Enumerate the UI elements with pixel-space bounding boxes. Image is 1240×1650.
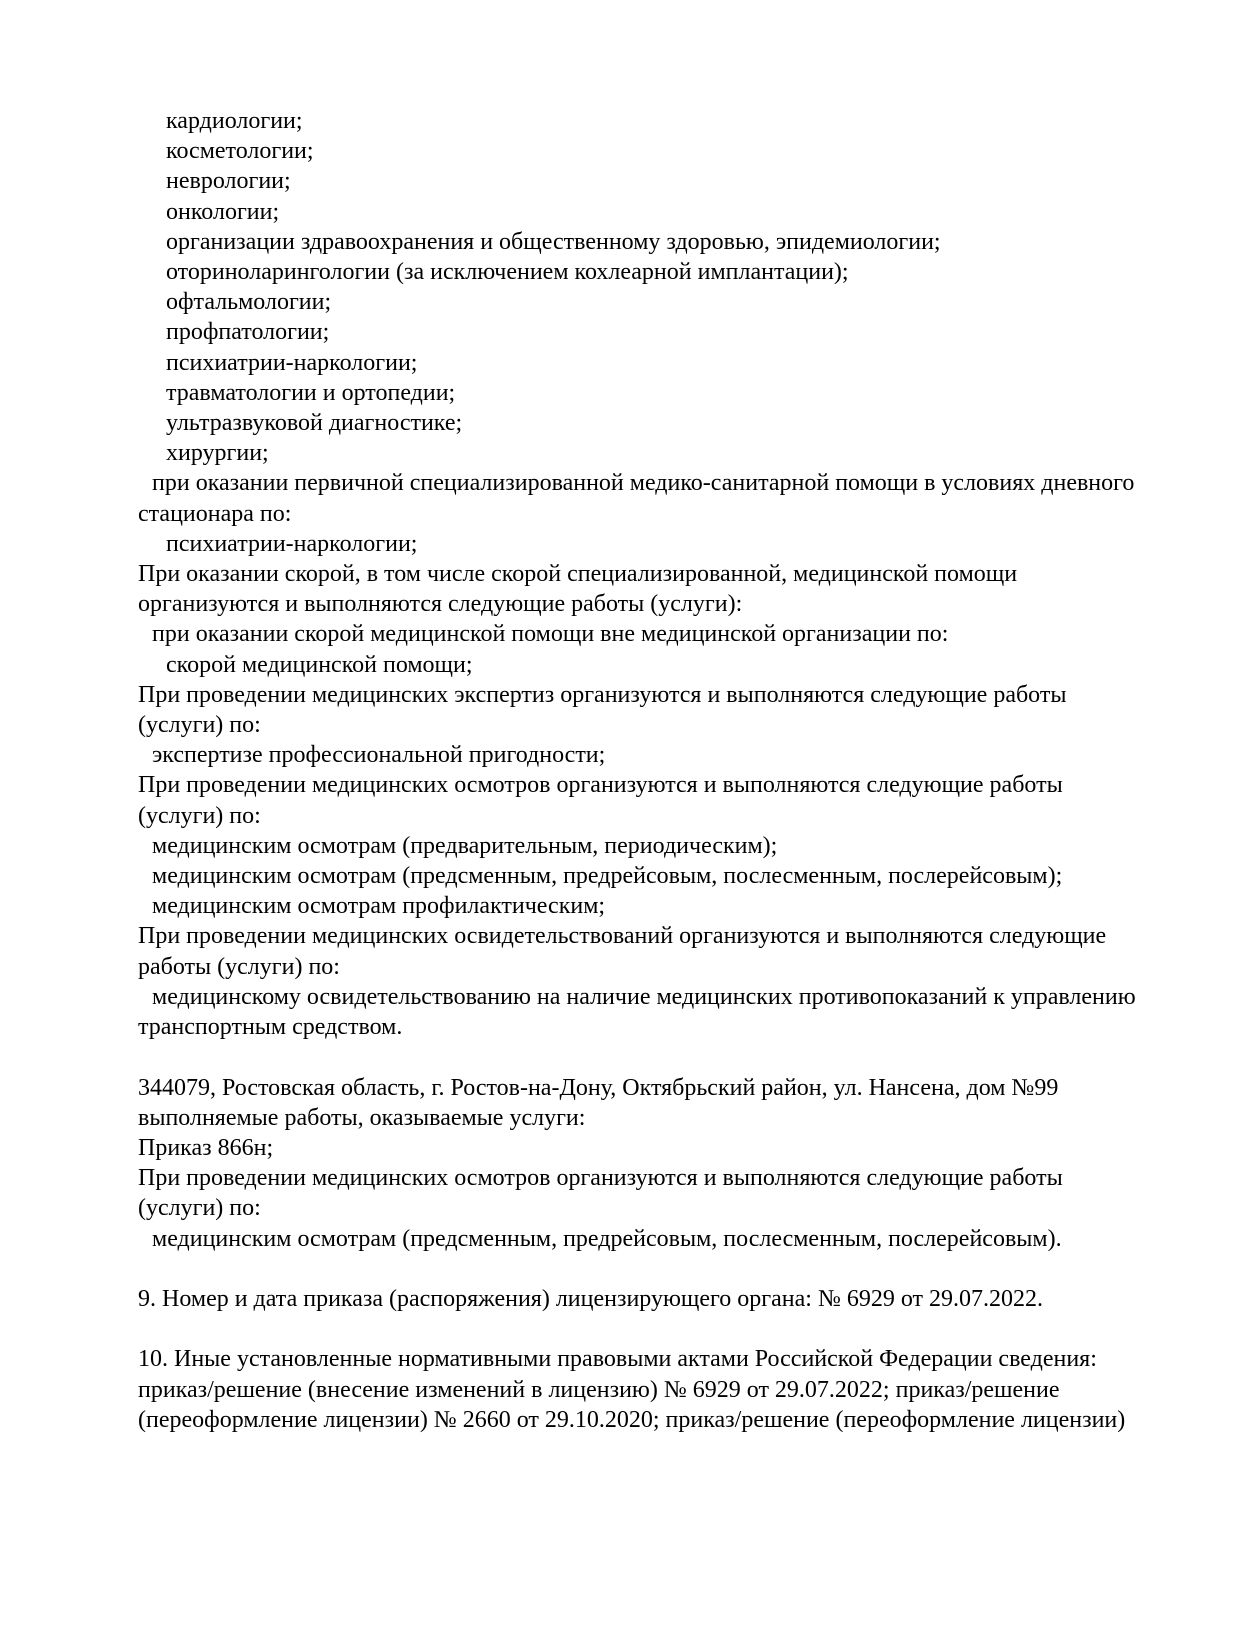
text-line: (переоформление лицензии) № 2660 от 29.10.2020; приказ/решение (переоформление лицензии)	[138, 1406, 1126, 1433]
text-line: медицинским осмотрам (предсменным, предрейсовым, послесменным, послерейсовым).	[152, 1225, 1062, 1252]
text-line: при оказании первичной специализированной медико-санитарной помощи в условиях дневного	[152, 470, 1135, 497]
text-line: оториноларингологии (за исключением кохлеарной имплантации);	[166, 259, 849, 286]
text-line: (услуги) по:	[138, 1195, 261, 1222]
text-line: медицинскому освидетельствованию на наличие медицинских противопоказаний к управлению	[152, 983, 1136, 1010]
text-line: при оказании скорой медицинской помощи вне медицинской организации по:	[152, 621, 949, 648]
text-line: стационара по:	[138, 500, 292, 527]
text-line: экспертизе профессиональной пригодности;	[152, 742, 606, 769]
text-line: При проведении медицинских экспертиз организуются и выполняются следующие работы	[138, 681, 1067, 708]
text-line: онкологии;	[166, 198, 280, 225]
text-line: Приказ 866н;	[138, 1134, 274, 1161]
text-line: ультразвуковой диагностике;	[166, 410, 463, 437]
text-line: неврологии;	[166, 168, 291, 195]
text-line: работы (услуги) по:	[138, 953, 340, 980]
text-line: 9. Номер и дата приказа (распоряжения) лицензирующего органа: № 6929 от 29.07.2022.	[138, 1285, 1044, 1312]
text-line: организуются и выполняются следующие работы (услуги):	[138, 591, 743, 618]
blank-line	[138, 1254, 1128, 1284]
text-line: медицинским осмотрам (предсменным, предрейсовым, послесменным, послерейсовым);	[152, 863, 1063, 890]
blank-line	[138, 1042, 1128, 1072]
text-line: организации здравоохранения и общественному здоровью, эпидемиологии;	[166, 228, 941, 255]
text-line: При проведении медицинских освидетельствований организуются и выполняются следующие	[138, 923, 1107, 950]
text-line: хирургии;	[166, 440, 269, 467]
text-line: При проведении медицинских осмотров организуются и выполняются следующие работы	[138, 1165, 1063, 1192]
text-line: медицинским осмотрам (предварительным, периодическим);	[152, 832, 778, 859]
text-line: медицинским осмотрам профилактическим;	[152, 893, 606, 920]
text-line: 10. Иные установленные нормативными правовыми актами Российской Федерации сведения:	[138, 1346, 1097, 1373]
text-line: травматологии и ортопедии;	[166, 379, 456, 406]
text-line: психиатрии-наркологии;	[166, 349, 418, 376]
text-line: (услуги) по:	[138, 712, 261, 739]
text-line: выполняемые работы, оказываемые услуги:	[138, 1104, 586, 1131]
blank-line	[138, 1314, 1128, 1344]
text-line: профпатологии;	[166, 319, 330, 346]
text-line: 344079, Ростовская область, г. Ростов-на-Дону, Октябрьский район, ул. Нансена, дом №99	[138, 1074, 1059, 1101]
text-line: косметологии;	[166, 138, 314, 165]
document-text-block	[138, 106, 1136, 1435]
text-line: приказ/решение (внесение изменений в лицензию) № 6929 от 29.07.2022; приказ/решение	[138, 1376, 1060, 1403]
text-line: скорой медицинской помощи;	[166, 651, 473, 678]
text-line: психиатрии-наркологии;	[166, 530, 418, 557]
text-line: При оказании скорой, в том числе скорой специализированной, медицинской помощи	[138, 561, 1018, 588]
text-line: транспортным средством.	[138, 1014, 403, 1041]
text-line: При проведении медицинских осмотров организуются и выполняются следующие работы	[138, 772, 1063, 799]
text-line: офтальмологии;	[166, 289, 332, 316]
text-line: кардиологии;	[166, 108, 303, 134]
text-line: (услуги) по:	[138, 802, 261, 829]
